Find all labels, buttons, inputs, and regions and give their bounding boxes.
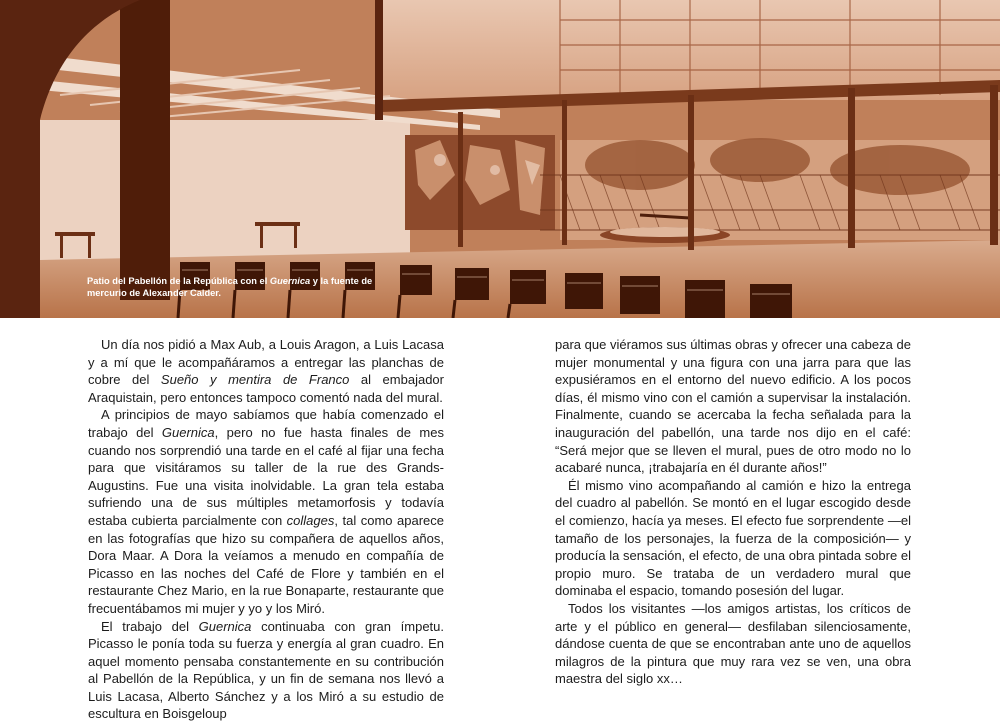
left-paragraph-3 [88, 618, 444, 723]
caption-text-start: Patio del Pabellón de la República con el [87, 276, 270, 286]
italic-word: collages [287, 513, 335, 528]
caption-italic-title: Guernica [270, 276, 310, 286]
text-run: continuaba con gran ímpetu. Picasso le ponía toda su fuerza y energía al gran cuadro. En aquel momento pensaba constantemente en su contribución al Pabellón de la República, y un fin de semana nos llevó a Luis Lacasa, Alberto Sánchez y a los Miró a su estudio de escultura en Boisgeloup [88, 619, 444, 722]
left-paragraph-1 [88, 336, 444, 406]
italic-title: Sueño y mentira de Franco [161, 372, 349, 387]
italic-title: Guernica [162, 425, 215, 440]
pavilion-photo [0, 0, 1000, 318]
right-text-column [555, 336, 911, 688]
italic-title: Guernica [199, 619, 252, 634]
right-paragraph-2: Él mismo vino acompañando al camión e hizo la entrega del cuadro al pabellón. Se montó en el lugar escogido desde el comienzo, hacía ya meses. El efecto fue sorprendente —el tamaño de los personajes, la fuerza de la composición— y producía la sensación, el efecto, de una obra pintada sobre el propio muro. Se trataba de un verdadero mural que dominaba el espacio, tomando posesión del lugar. [555, 477, 911, 600]
caption-text-end: y la fuente de mercurio de Alexander Calder. [87, 276, 372, 298]
pavilion-photo-image [0, 0, 1000, 318]
left-paragraph-2 [88, 406, 444, 617]
text-run: A principios de mayo sabíamos que había comenzado el trabajo del [88, 407, 444, 440]
text-run: al embajador Araquistain, pero entonces tampoco comentó nada del mural. [88, 372, 444, 405]
text-run: El trabajo del [101, 619, 199, 634]
text-run: Un día nos pidió a Max Aub, a Louis Aragon, a Luis Lacasa y a mí que le acompañáramos a entregar las planchas de cobre del [88, 337, 444, 387]
left-text-column [88, 336, 444, 723]
right-paragraph-3: Todos los visitantes —los amigos artistas, los críticos de arte y el público en general— desfilaban silenciosamente, dándose cuenta de que se encontraban ante uno de aquellos milagros de la pintura que muy rara vez se ven, una obra maestra del siglo xx… [555, 600, 911, 688]
photo-caption [87, 276, 407, 299]
text-run: , pero no fue hasta finales de mes cuando nos sorprendió una tarde en el café al fijar una fecha para que visitáramos su taller de la rue des Grands-Augustins. Fue una visita inolvidable. La gran tela estaba sufriendo una de sus múltiples metamorfosis y todavía estaba cubierta parcialmente con [88, 425, 444, 528]
text-run: , tal como aparece en las fotografías que hizo su compañera de aquellos años, Dora Maar. A Dora la veíamos a menudo en compañía de Picasso en las noches del Café de Flore y también en el restaurante Chez Mario, en la rue Bonaparte, restaurante que frecuentábamos mi mujer y yo y los Miró. [88, 513, 444, 616]
right-paragraph-1: para que viéramos sus últimas obras y ofrecer una cabeza de mujer monumental y una figura con una jarra para que las expusiéramos en el entorno del nuevo edificio. A los pocos días, él mismo vino con el camión a supervisar la instalación. Finalmente, cuando se acercaba la fecha señalada para la inauguración del pabellón, una tarde nos dijo en el café: “Será mejor que se lleven el mural, pues de otro modo no lo acabaré nunca, ¡trabajaría en él durante años!” [555, 336, 911, 477]
